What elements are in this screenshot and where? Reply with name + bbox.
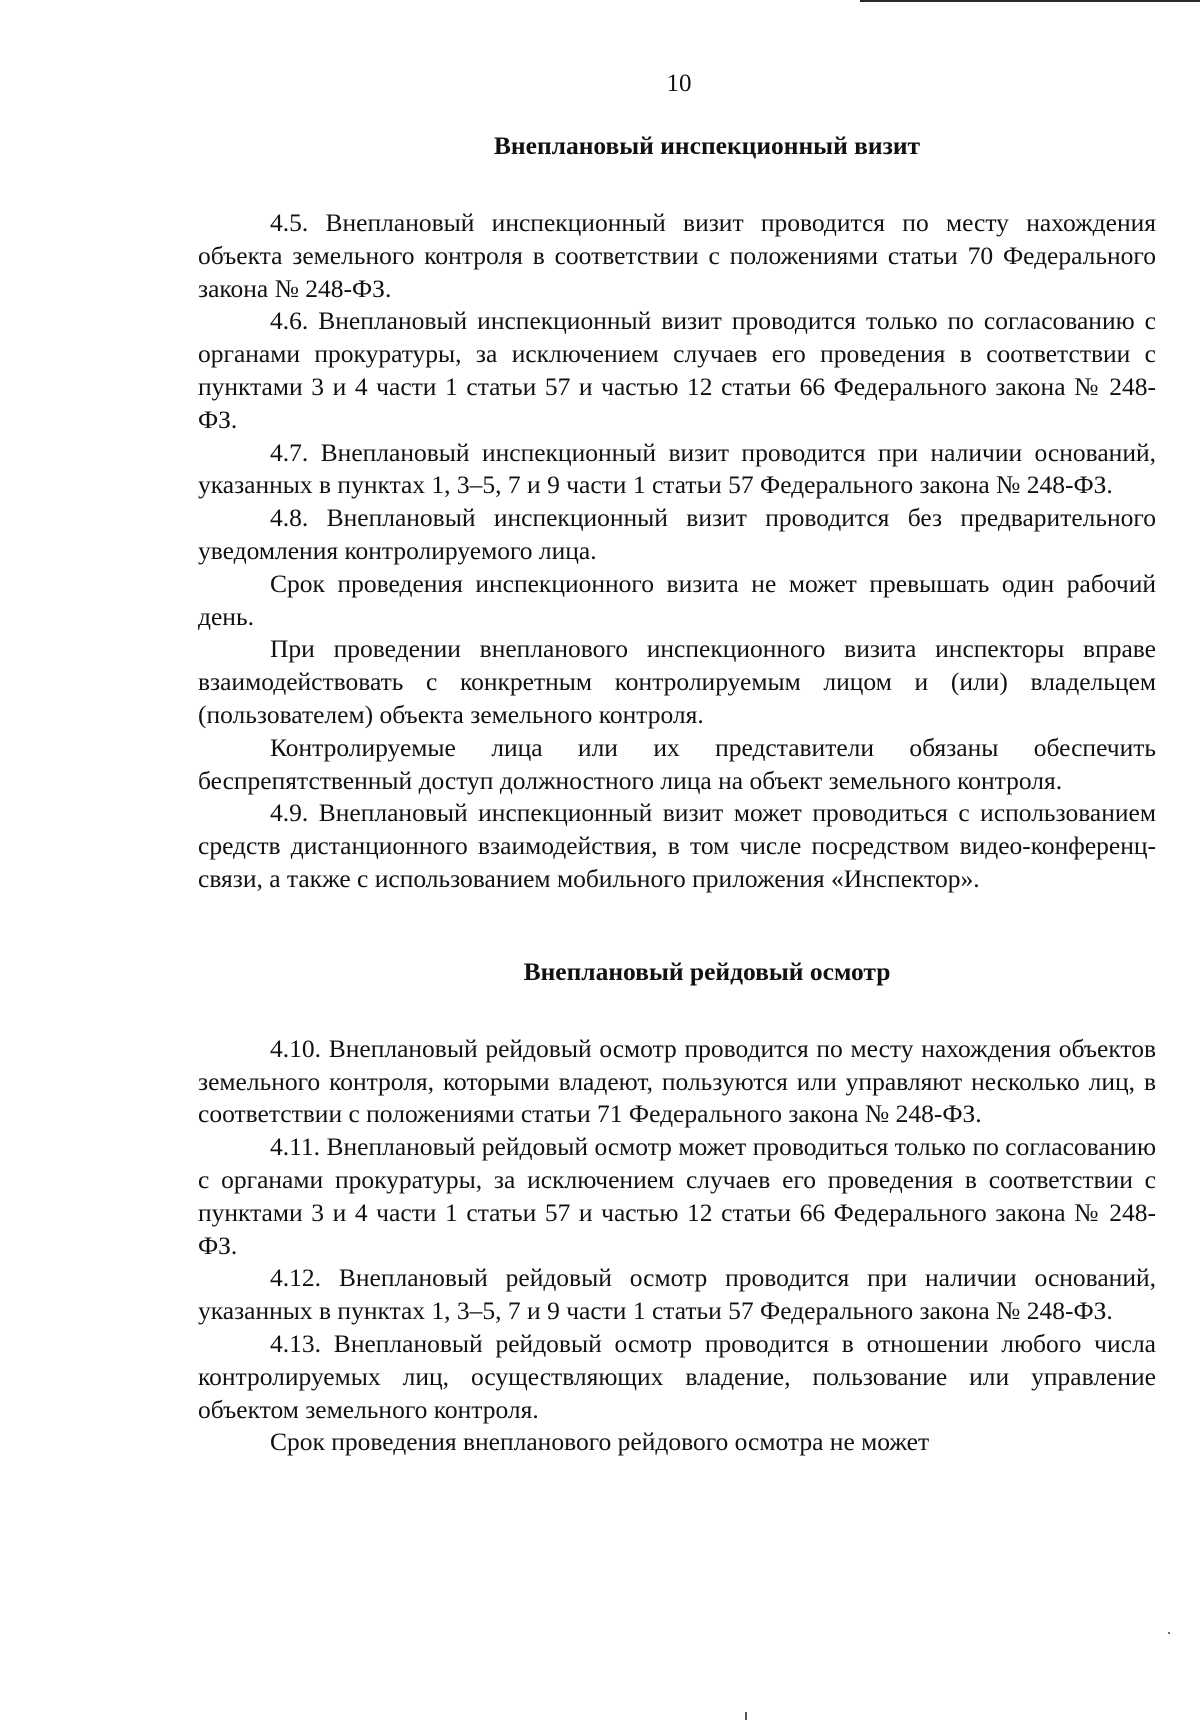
- paragraph-4-11: 4.11. Внеплановый рейдовый осмотр может проводиться только по согласованию с органами прокуратуры, за исключением случаев его проведения в соответствии с пунктами 3 и 4 части 1 статьи 57 и частью 12 статьи 66 Федерального закона № 248-ФЗ.: [198, 1132, 1156, 1260]
- scan-artifact-mark: [745, 1712, 747, 1720]
- paragraph-inspectors-interaction: При проведении внепланового инспекционного визита инспекторы вправе взаимодействовать с конкретным контролируемым лицом и (или) владельцем (пользователем) объекта земельного контроля.: [198, 634, 1156, 729]
- paragraph-4-10: 4.10. Внеплановый рейдовый осмотр проводится по месту нахождения объектов земельного контроля, которыми владеют, пользуются или управляют несколько лиц, в соответствии с положениями статьи 71 Федерального закона № 248-ФЗ.: [198, 1033, 1156, 1129]
- paragraph-visit-duration: Срок проведения инспекционного визита не может превышать один рабочий день.: [198, 568, 1156, 631]
- paragraph-4-6: 4.6. Внеплановый инспекционный визит проводится только по согласованию с органами прокуратуры, за исключением случаев его проведения в соответствии с пунктами 3 и 4 части 1 статьи 57 и частью 12 статьи 66 Федерального закона № 248-ФЗ.: [198, 306, 1156, 434]
- paragraph-4-12: 4.12. Внеплановый рейдовый осмотр проводится при наличии оснований, указанных в пунктах 1, 3–5, 7 и 9 части 1 статьи 57 Федерального закона № 248-ФЗ.: [198, 1263, 1156, 1326]
- scan-edge-line: [860, 0, 1200, 2]
- section-heading-raid-inspection: Внеплановый рейдовый осмотр: [523, 956, 891, 986]
- paragraph-access-obligation: Контролируемые лица или их представители обязаны обеспечить беспрепятственный доступ должностного лица на объект земельного контроля.: [198, 732, 1156, 795]
- paragraph-4-5: 4.5. Внеплановый инспекционный визит проводится по месту нахождения объекта земельного контроля в соответствии с положениями статьи 70 Федерального закона № 248-ФЗ.: [198, 208, 1156, 303]
- section-heading-inspection-visit: Внеплановый инспекционный визит: [493, 131, 921, 160]
- paragraph-4-9: 4.9. Внеплановый инспекционный визит может проводиться с использованием средств дистанционного взаимодействия, в том числе посредством видео-конференц-связи, а также с использованием мобильного приложения «Инспектор».: [198, 798, 1156, 893]
- document-body: [198, 130, 1156, 1459]
- scan-artifact-dot: [1168, 1632, 1170, 1634]
- paragraph-4-8: 4.8. Внеплановый инспекционный визит проводится без предварительного уведомления контролируемого лица.: [198, 503, 1156, 565]
- paragraph-raid-duration: Срок проведения внепланового рейдового осмотра не может: [270, 1427, 930, 1457]
- paragraph-4-7: 4.7. Внеплановый инспекционный визит проводится при наличии оснований, указанных в пунктах 1, 3–5, 7 и 9 части 1 статьи 57 Федерального закона № 248-ФЗ.: [198, 437, 1156, 500]
- page-number: 10: [666, 70, 692, 97]
- paragraph-4-13: 4.13. Внеплановый рейдовый осмотр проводится в отношении любого числа контролируемых лиц, осуществляющих владение, пользование или управление объектом земельного контроля.: [198, 1328, 1156, 1424]
